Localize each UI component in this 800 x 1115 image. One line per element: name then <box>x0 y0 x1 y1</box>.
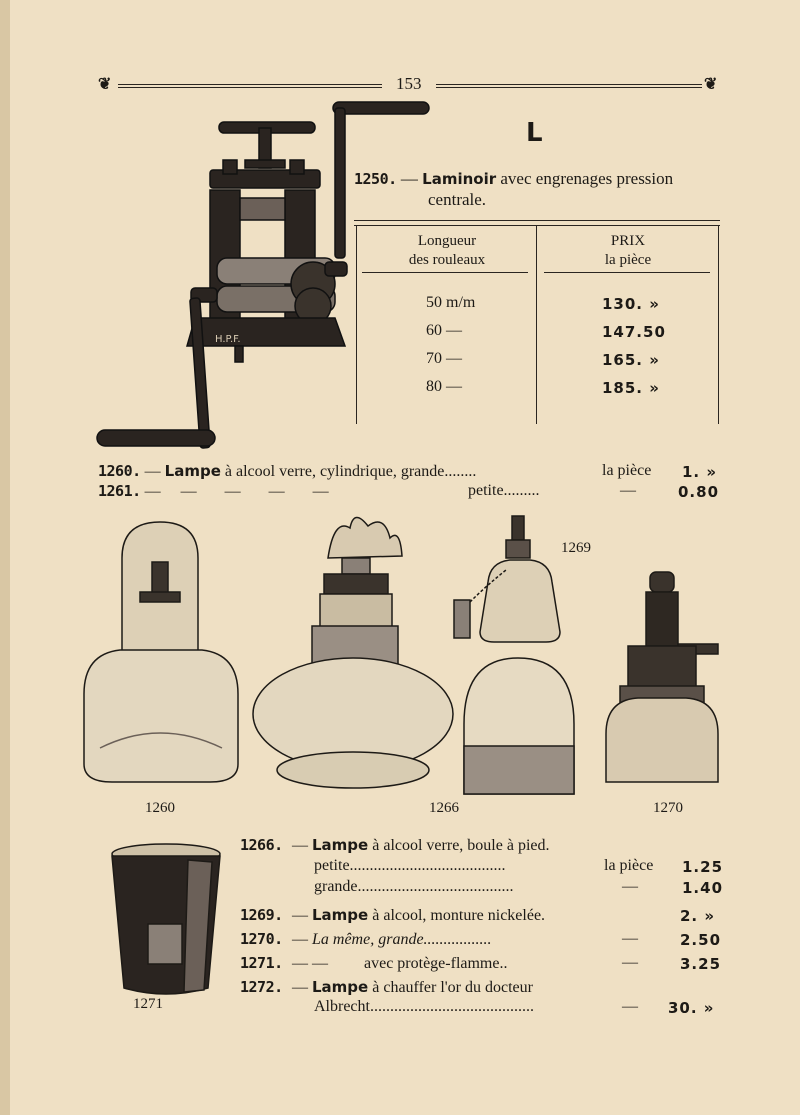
page-edge-shadow <box>0 0 10 1115</box>
laminoir-illustration <box>95 98 435 458</box>
list-item-code: 1272. <box>240 978 283 996</box>
list-item-desc: Albrecht......................................... <box>314 998 534 1015</box>
header-ornament-left: ❦ <box>98 74 112 93</box>
protege-flamme-1271-illustration <box>108 840 226 1002</box>
list-item <box>240 978 533 997</box>
item-1260-unit: la pièce <box>602 462 652 479</box>
item-1261-line <box>98 482 329 501</box>
item-1250-desc1: avec engrenages pression <box>500 169 674 188</box>
caption-1270: 1270 <box>653 800 683 816</box>
lamp-cap-illustration <box>458 654 580 800</box>
list-item-price: 3.25 <box>680 955 722 973</box>
table-row-length: 80 — <box>426 378 462 395</box>
table-row-length: 50 m/m <box>426 294 476 311</box>
list-item-desc: grande....................................... <box>314 878 514 895</box>
table-row-length: 60 — <box>426 322 462 339</box>
page-number: 153 <box>396 74 422 93</box>
table-right-border <box>718 226 719 424</box>
list-item-price: 2.50 <box>680 931 722 949</box>
table-row-length: 70 — <box>426 350 462 367</box>
table-row-price: 147.50 <box>602 323 666 341</box>
section-letter: L <box>526 118 543 148</box>
list-item <box>240 836 549 855</box>
list-item-unit: la pièce <box>604 857 654 874</box>
table-row-price: 185. » <box>602 379 660 397</box>
lamp-1270-illustration <box>598 568 726 790</box>
table-top-rule-2 <box>354 225 720 226</box>
header-price-line1: PRIX <box>610 233 646 249</box>
header-length-line1: Longueur <box>417 233 477 249</box>
header-price-line2: la pièce <box>604 252 652 268</box>
table-row-price: 165. » <box>602 351 660 369</box>
list-item-dash: — <box>292 979 312 996</box>
list-item-desc: — avec protège-flamme.. <box>312 955 508 972</box>
item-1250-name: Laminoir <box>422 170 497 188</box>
item-1261-price: 0.80 <box>678 483 720 501</box>
list-item-name: Lampe <box>312 906 369 924</box>
list-item-dash: — <box>292 837 312 854</box>
lamp-1266-illustration <box>250 508 456 792</box>
list-item-code: 1271. <box>240 954 283 972</box>
item-1260-code: 1260. <box>98 462 141 480</box>
list-item-price: 1.40 <box>682 879 724 897</box>
item-1261-desc: petite......... <box>468 482 540 499</box>
header-length-line2: des rouleaux <box>408 252 486 268</box>
caption-1266: 1266 <box>429 800 459 816</box>
item-1261-dashes: — — — — — <box>144 483 329 500</box>
table-row-price: 130. » <box>602 295 660 313</box>
list-item-price: 30. » <box>668 999 715 1017</box>
item-1250-line1 <box>354 169 673 189</box>
table-left-border <box>356 226 357 424</box>
table-header-rule-right <box>544 272 710 273</box>
list-item-code: 1270. <box>240 930 283 948</box>
header-ornament-right: ❦ <box>704 74 718 93</box>
caption-1271: 1271 <box>133 996 163 1012</box>
item-1250-code: 1250. <box>354 170 397 188</box>
list-item-dash: — <box>292 907 312 924</box>
list-item-unit: — <box>622 954 638 971</box>
item-1250-desc2: centrale. <box>428 190 487 209</box>
list-item <box>240 930 600 949</box>
table-mid-border <box>536 226 537 424</box>
item-1250-dash: — <box>400 169 418 188</box>
item-1260-price: 1. » <box>682 463 718 481</box>
list-item-desc: petite....................................... <box>314 857 506 874</box>
list-item-desc: La même, grande................. <box>312 931 492 948</box>
table-header-rule-left <box>362 272 528 273</box>
item-1261-code: 1261. <box>98 482 141 500</box>
list-item-desc: à chauffer l'or du docteur <box>368 979 533 996</box>
item-1261-unit: — <box>620 482 636 499</box>
item-1260-desc: à alcool verre, cylindrique, grande........ <box>224 463 477 480</box>
list-item-unit: — <box>622 998 638 1015</box>
list-item-name: Lampe <box>312 978 369 996</box>
list-item-dash: — <box>292 955 312 972</box>
machine-marking: H.P.F. <box>215 334 241 345</box>
list-item-code: 1266. <box>240 836 283 854</box>
header-rule-right <box>436 84 702 88</box>
list-item-code: 1269. <box>240 906 283 924</box>
list-item <box>240 906 545 925</box>
table-top-rule-1 <box>354 220 720 221</box>
list-item-price: 1.25 <box>682 858 724 876</box>
item-1260-name: Lampe <box>164 462 221 480</box>
list-item-name: Lampe <box>312 836 369 854</box>
table-header-length <box>360 232 534 270</box>
list-item-unit: — <box>622 930 638 947</box>
header-rule-left <box>118 84 382 88</box>
list-item-desc: à alcool, monture nickelée. <box>368 907 546 924</box>
item-1260-dash: — <box>144 463 165 480</box>
caption-1269: 1269 <box>561 540 591 556</box>
caption-1260: 1260 <box>145 800 175 816</box>
list-item-unit: — <box>622 878 638 895</box>
list-item-price: 2. » <box>680 907 716 925</box>
list-item-dash: — <box>292 931 312 948</box>
lamp-1260-illustration <box>80 518 242 786</box>
table-header-price <box>540 232 716 270</box>
lamp-1269-illustration <box>450 512 570 646</box>
list-item <box>240 954 507 973</box>
list-item-desc: à alcool verre, boule à pied. <box>368 837 550 854</box>
